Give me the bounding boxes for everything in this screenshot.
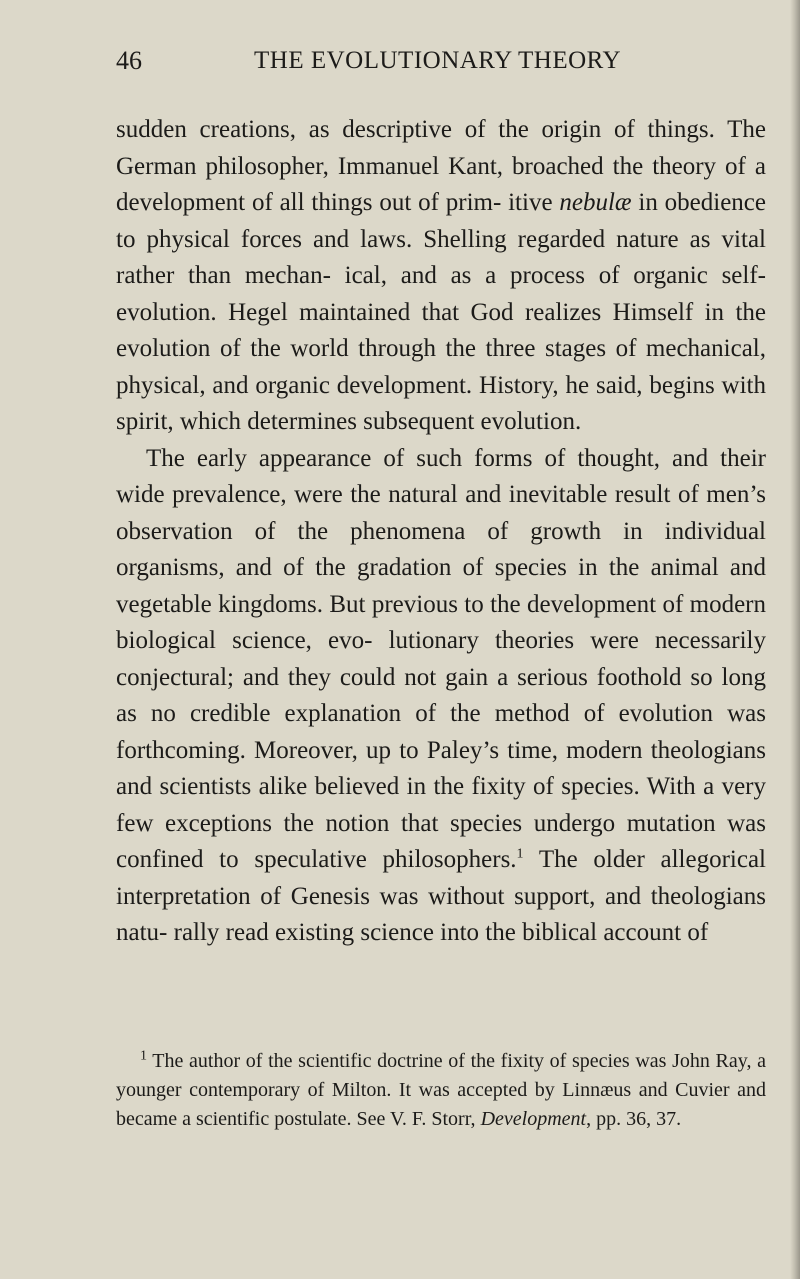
paragraph-1-italic: nebulæ: [559, 189, 632, 216]
running-head: THE EVOLUTIONARY THEORY: [254, 47, 622, 74]
paragraph-2: [116, 441, 766, 952]
footnote-reference: 1: [516, 846, 524, 862]
footnote: [116, 1047, 766, 1134]
paragraph-1: [116, 112, 766, 441]
paragraph-1-text-b: in obedience to physical forces and laws. Shelling regarded nature as vital rather than mechan- ical, and as a process of organic self-evolution. Hegel maintained that God realizes Himself in the evolution of the world through the three stages of mechanical, physical, and organic development. History, he said, begins with spirit, which determines subsequent evolution.: [116, 189, 766, 435]
footnote-text-b: , pp. 36, 37.: [586, 1108, 682, 1130]
body-text: [116, 112, 766, 952]
page-number: 46: [116, 46, 142, 75]
footnote-marker: 1: [140, 1048, 147, 1064]
paragraph-2-text-a: The early appearance of such forms of thought, and their wide prevalence, were the natural and inevitable result of men’s observation of the phenomena of growth in individual organisms, and of the gradation of species in the animal and vegetable kingdoms. But previous to the development of modern biological science, evo- lutionary theories were necessarily conjectural; and they could not gain a serious foothold so long as no credible explanation of the method of evolution was forthcoming. Moreover, up to Paley’s time, modern theologians and scientists alike believed in the fixity of species. With a very few exceptions the notion that species undergo mutation was confined to speculative philosophers.: [116, 444, 766, 873]
page-header: [116, 44, 766, 78]
page-edge-shadow: [790, 0, 800, 1279]
paragraph-2-text-b: The older allegorical interpretation of Genesis was without support, and theologians natu- rally read existing science into the biblical account of: [116, 846, 766, 946]
footnote-text-a: The author of the scientific doctrine of the fixity of species was John Ray, a younger contemporary of Milton. It was accepted by Linnæus and Cuvier and became a scientific postulate. See V. F. Storr,: [116, 1050, 766, 1130]
footnote-italic: Development: [480, 1108, 587, 1130]
footnote-text: [116, 1047, 766, 1134]
paragraph-1-text-a: sudden creations, as descriptive of the origin of things. The German philosopher, Immanuel Kant, broached the theory of a development of all things out of prim- itive: [116, 116, 766, 216]
